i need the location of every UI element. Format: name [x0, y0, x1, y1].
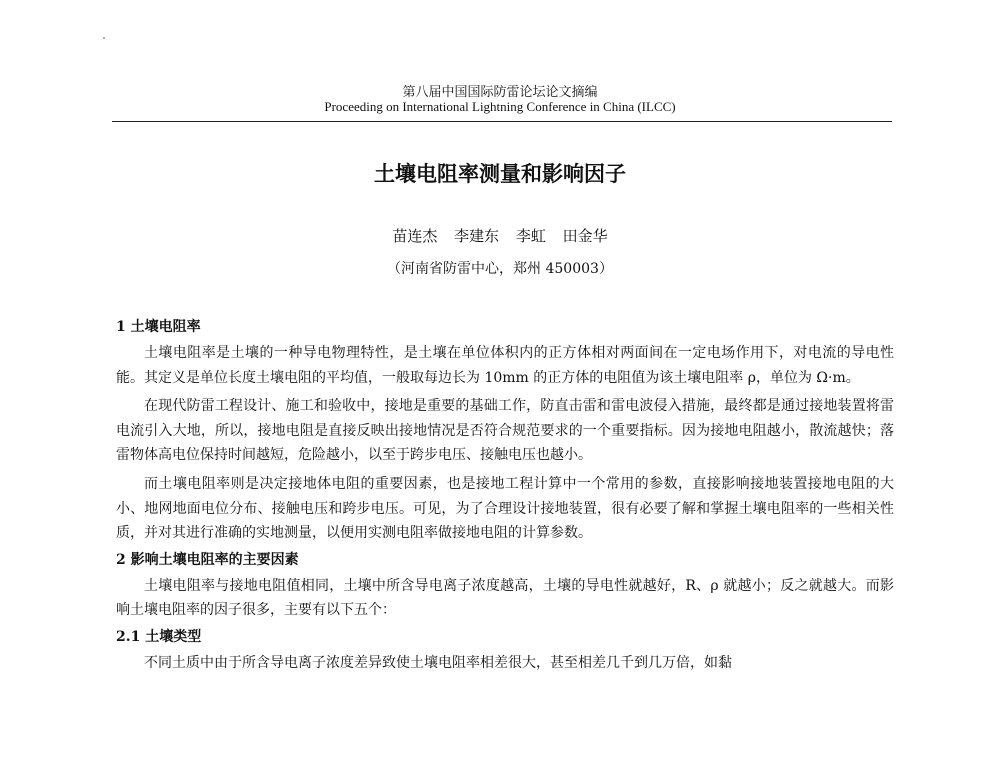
paper-title: 土壤电阻率测量和影响因子	[374, 161, 626, 186]
paper-authors: 苗连杰 李建东 李虹 田金华	[392, 227, 608, 245]
paper-affiliation: （河南省防雷中心，郑州 450003）	[387, 261, 613, 277]
section-2-paragraph-1: 土壤电阻率与接地电阻值相同，土壤中所含导电离子浓度越高，土壤的导电性就越好，R、ρ 就越小；反之就越大。而影响土壤电阻率的因子很多，主要有以下五个：	[116, 577, 894, 619]
section-2-heading: 2 影响土壤电阻率的主要因素	[116, 551, 299, 568]
page-cutoff-fade	[0, 742, 1000, 760]
header-rule	[112, 121, 892, 122]
section-2-1-heading: 2.1 土壤类型	[116, 628, 202, 645]
section-1-paragraph-3: 而土壤电阻率则是决定接地体电阻的重要因素，也是接地工程计算中一个常用的参数，直接影响接地装置接地电阻的大小、地网地面电位分布、接触电压和跨步电压。可见，为了合理设计接地装置，很有必要了解和掌握土壤电阻率的一些相关性质，并对其进行准确的实地测量，以便用实测电阻率做接地电阻的计算参数。	[116, 475, 894, 542]
section-1-heading: 1 土壤电阻率	[116, 319, 201, 335]
paper-body	[116, 313, 894, 676]
section-2-1-paragraph-1: 不同土质中由于所含导电离子浓度差异致使土壤电阻率相差很大，甚至相差几千到几万倍，如黏	[144, 654, 732, 671]
section-1-paragraph-2: 在现代防雷工程设计、施工和验收中，接地是重要的基础工作，防直击雷和雷电波侵入措施，最终都是通过接地装置将雷电流引入大地，所以，接地电阻是直接反映出接地情况是否符合规范要求的一个重要指标。因为接地电阻越小，散流越快；落雷物体高电位保持时间越短，危险越小，以至于跨步电压、接触电压也越小。	[116, 398, 894, 464]
section-1-paragraph-1: 土壤电阻率是土壤的一种导电物理特性，是土壤在单位体积内的正方体相对两面间在一定电场作用下，对电流的导电性能。其定义是单位长度土壤电阻的平均值，一般取每边长为 10mm 的正方体的电阻值为该土壤电阻率 ρ，单位为 Ω·m。	[116, 345, 894, 386]
journal-title-cn: 第八届中国国际防雷论坛论文摘编	[402, 85, 598, 100]
journal-title-en: Proceeding on International Lightning Conference in China (ILCC)	[324, 99, 676, 114]
scan-speck	[103, 37, 105, 39]
